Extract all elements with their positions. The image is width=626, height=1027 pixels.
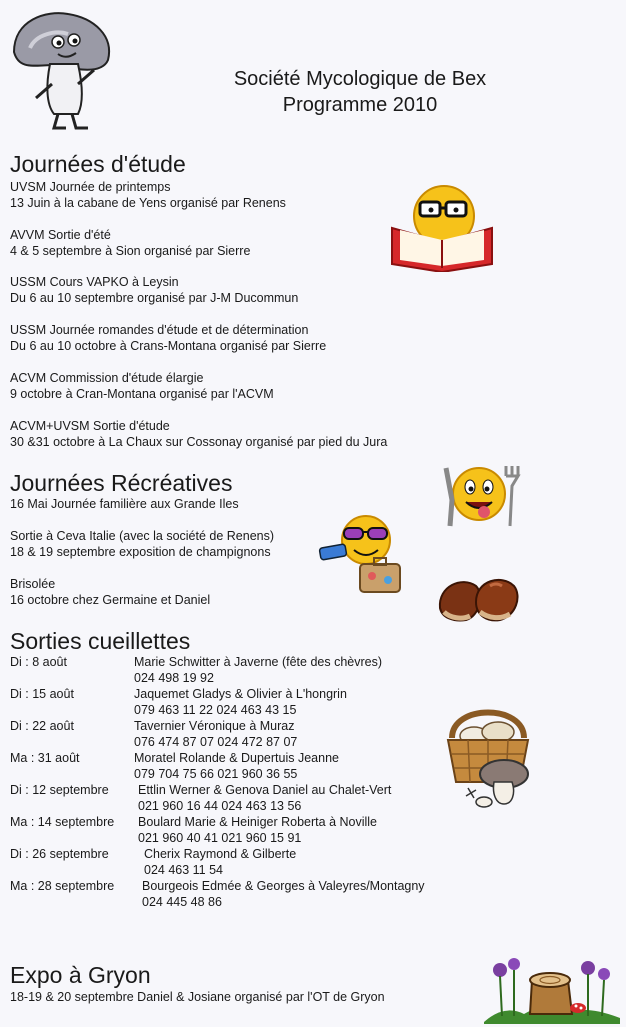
event-title: Sortie à Ceva Italie (avec la société de Renens) xyxy=(10,529,275,543)
outing-day: Ma : 28 septembre xyxy=(10,879,115,893)
outing-row xyxy=(10,718,470,750)
expo-heading: Expo à Gryon xyxy=(10,962,151,988)
event-title: Brisolée xyxy=(10,577,56,591)
tree-stump-flowers-icon xyxy=(484,952,620,1024)
outing-day: Di : 22 août xyxy=(10,719,74,733)
outing-row xyxy=(10,814,470,846)
event-title: ACVM+UVSM Sortie d'étude xyxy=(10,419,170,433)
outing-phones: 021 960 16 44 024 463 13 56 xyxy=(138,799,302,813)
study-event-6 xyxy=(10,418,430,450)
event-title: USSM Cours VAPKO à Leysin xyxy=(10,275,179,289)
hungry-smiley-icon xyxy=(434,460,524,532)
outing-row xyxy=(10,750,470,782)
outing-name: Marie Schwitter à Javerne (fête des chèvres) xyxy=(134,655,383,669)
outing-phones: 079 463 11 22 024 463 43 15 xyxy=(134,703,297,717)
outing-phones: 024 445 48 86 xyxy=(142,895,222,909)
study-event-1 xyxy=(10,179,430,211)
event-title: ACVM Commission d'étude élargie xyxy=(10,371,204,385)
reading-smiley-icon xyxy=(386,180,498,272)
event-title: USSM Journée romandes d'étude et de détermination xyxy=(10,323,309,337)
outing-row xyxy=(10,686,470,718)
outings-heading: Sorties cueillettes xyxy=(10,628,191,654)
study-days-heading: Journées d'étude xyxy=(10,151,186,177)
study-event-5 xyxy=(10,370,430,402)
event-detail: Du 6 au 10 septembre organisé par J-M Ducommun xyxy=(10,291,299,305)
outing-name: Bourgeois Edmée & Georges à Valeyres/Montagny xyxy=(142,879,425,893)
outing-name: Boulard Marie & Heiniger Roberta à Noville xyxy=(138,815,378,829)
event-detail: 30 &31 octobre à La Chaux sur Cossonay organisé par pied du Jura xyxy=(10,435,388,449)
outing-day: Di : 15 août xyxy=(10,687,74,701)
outing-day: Di : 26 septembre xyxy=(10,847,109,861)
event-title: AVVM Sortie d'été xyxy=(10,228,111,242)
mushroom-basket-icon xyxy=(438,698,538,816)
event-detail: 16 octobre chez Germaine et Daniel xyxy=(10,593,211,607)
chestnuts-icon xyxy=(436,572,522,624)
outing-phones: 024 498 19 92 xyxy=(134,671,214,685)
event-detail: 4 & 5 septembre à Sion organisé par Sierre xyxy=(10,244,251,258)
outing-name: Tavernier Véronique à Muraz xyxy=(134,719,295,733)
title-line-1: Société Mycologique de Bex xyxy=(233,68,487,90)
outing-phones: 024 463 11 54 xyxy=(144,863,224,877)
outing-row xyxy=(10,654,470,686)
study-event-2 xyxy=(10,227,430,259)
outing-phones: 021 960 40 41 021 960 15 91 xyxy=(138,831,302,845)
travel-smiley-icon xyxy=(316,512,416,596)
outing-row xyxy=(10,846,470,878)
outing-name: Moratel Rolande & Dupertuis Jeanne xyxy=(134,751,339,765)
event-detail: 18 & 19 septembre exposition de champignons xyxy=(10,545,271,559)
event-title: 16 Mai Journée familière aux Grande Iles xyxy=(10,497,239,511)
recreational-event-1 xyxy=(10,496,430,512)
expo-detail: 18-19 & 20 septembre Daniel & Josiane organisé par l'OT de Gryon xyxy=(10,990,385,1004)
outing-phones: 076 474 87 07 024 472 87 07 xyxy=(134,735,298,749)
event-detail: 9 octobre à Cran-Montana organisé par l'ACVM xyxy=(10,387,274,401)
outing-name: Jaquemet Gladys & Olivier à L'hongrin xyxy=(134,687,347,701)
outing-row xyxy=(10,878,470,910)
outing-day: Ma : 31 août xyxy=(10,751,80,765)
page-title xyxy=(190,66,530,118)
outing-name: Ettlin Werner & Genova Daniel au Chalet-Vert xyxy=(138,783,392,797)
mushroom-mascot-icon xyxy=(6,8,118,140)
outing-day: Ma : 14 septembre xyxy=(10,815,115,829)
outing-day: Di : 8 août xyxy=(10,655,67,669)
event-title: UVSM Journée de printemps xyxy=(10,180,171,194)
event-detail: 13 Juin à la cabane de Yens organisé par Renens xyxy=(10,196,286,210)
recreational-days-heading: Journées Récréatives xyxy=(10,470,233,496)
outing-row xyxy=(10,782,470,814)
outing-day: Di : 12 septembre xyxy=(10,783,109,797)
study-event-4 xyxy=(10,322,430,354)
event-detail: Du 6 au 10 octobre à Crans-Montana organisé par Sierre xyxy=(10,339,327,353)
study-event-3 xyxy=(10,274,430,306)
outing-name: Cherix Raymond & Gilberte xyxy=(144,847,297,861)
outing-phones: 079 704 75 66 021 960 36 55 xyxy=(134,767,298,781)
title-line-2: Programme 2010 xyxy=(282,94,438,116)
